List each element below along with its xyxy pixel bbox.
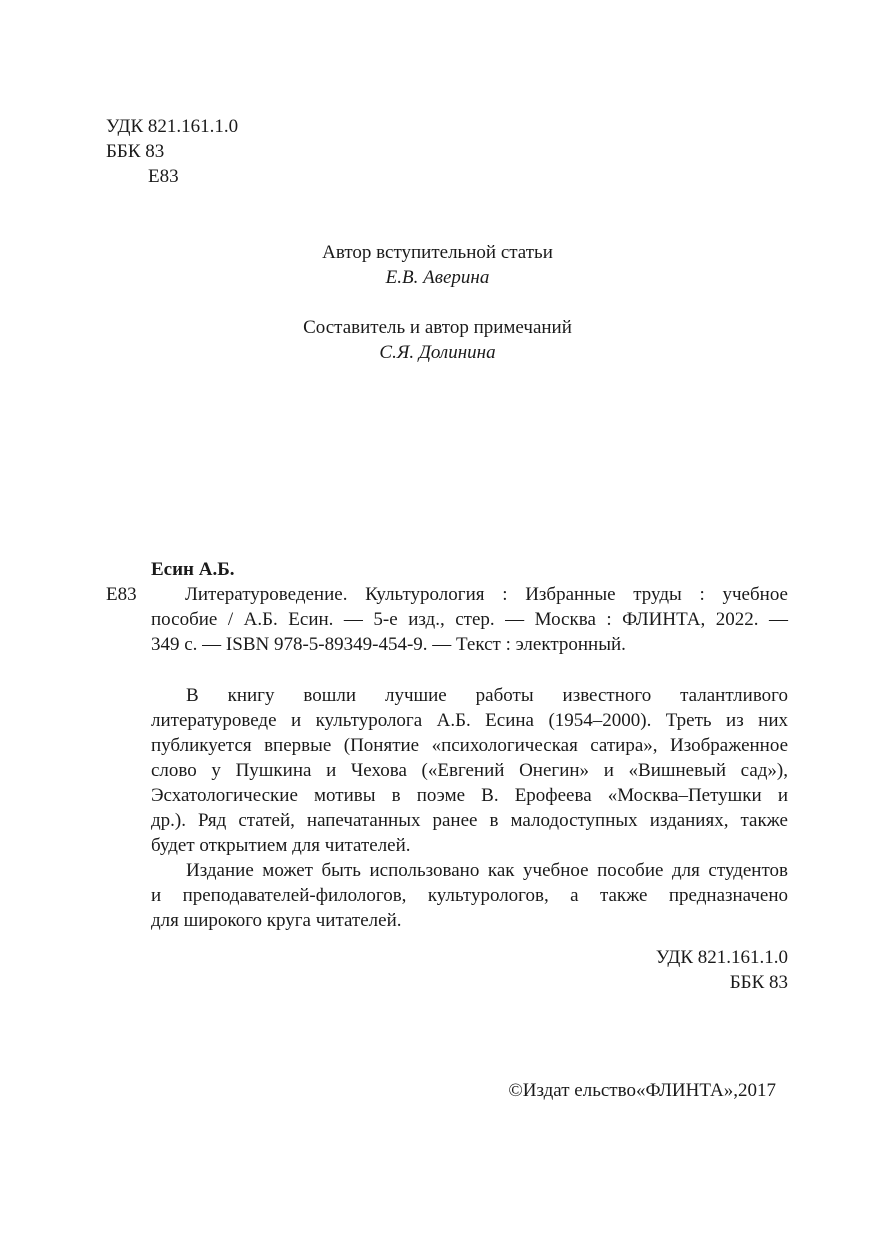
intro-author-name: Е.В. Аверина bbox=[385, 267, 490, 288]
annotation bbox=[151, 683, 788, 933]
annotation-line: публикуется впервые (Понятие «психологическая сатира», Изображенное bbox=[151, 735, 788, 756]
annotation-line: Издание может быть использовано как учебное пособие для студентов bbox=[186, 860, 788, 881]
bibliography-line: Литературоведение. Культурология : Избранные труды : учебное bbox=[185, 584, 788, 605]
compiler-name: С.Я. Долинина bbox=[379, 342, 496, 363]
annotation-line: др.). Ряд статей, напечатанных ранее в малодоступных изданиях, также bbox=[151, 810, 788, 831]
bibliography-line: пособие / А.Б. Есин. — 5-е изд., стер. — Москва : ФЛИНТА, 2022. — bbox=[151, 609, 788, 630]
annotation-line: будет открытием для читателей. bbox=[151, 835, 411, 856]
udk-code-top: УДК 821.161.1.0 bbox=[106, 116, 239, 137]
bbk-code-top: ББК 83 bbox=[106, 141, 165, 162]
intro-author-role: Автор вступительной статьи bbox=[322, 242, 553, 263]
compiler-role: Составитель и автор примечаний bbox=[303, 317, 572, 338]
annotation-line: В книгу вошли лучшие работы известного талантливого bbox=[186, 685, 788, 706]
bibliography-description bbox=[151, 582, 788, 657]
bibliography-author-sign: Е83 bbox=[106, 584, 137, 605]
annotation-line: Эсхатологические мотивы в поэме В. Ерофеева «Москва–Петушки и bbox=[151, 785, 788, 806]
annotation-line: и преподавателей-филологов, культурологов, а также предназначено bbox=[151, 885, 788, 906]
annotation-line: литературоведе и культуролога А.Б. Есина (1954–2000). Треть из них bbox=[151, 710, 788, 731]
udk-code-bottom: УДК 821.161.1.0 bbox=[655, 947, 788, 968]
annotation-line: для широкого круга читателей. bbox=[151, 910, 402, 931]
bbk-code-bottom: ББК 83 bbox=[729, 972, 788, 993]
author-sign-top: Е83 bbox=[148, 166, 179, 187]
bibliography-author: Есин А.Б. bbox=[151, 559, 235, 580]
annotation-line: слово у Пушкина и Чехова («Евгений Онегин» и «Вишневый сад»), bbox=[151, 760, 788, 781]
bibliography-line: 349 с. — ISBN 978-5-89349-454-9. — Текст : электронный. bbox=[151, 634, 626, 655]
copyright-notice: ©Издат ельство«ФЛИНТА»,2017 bbox=[508, 1080, 776, 1101]
